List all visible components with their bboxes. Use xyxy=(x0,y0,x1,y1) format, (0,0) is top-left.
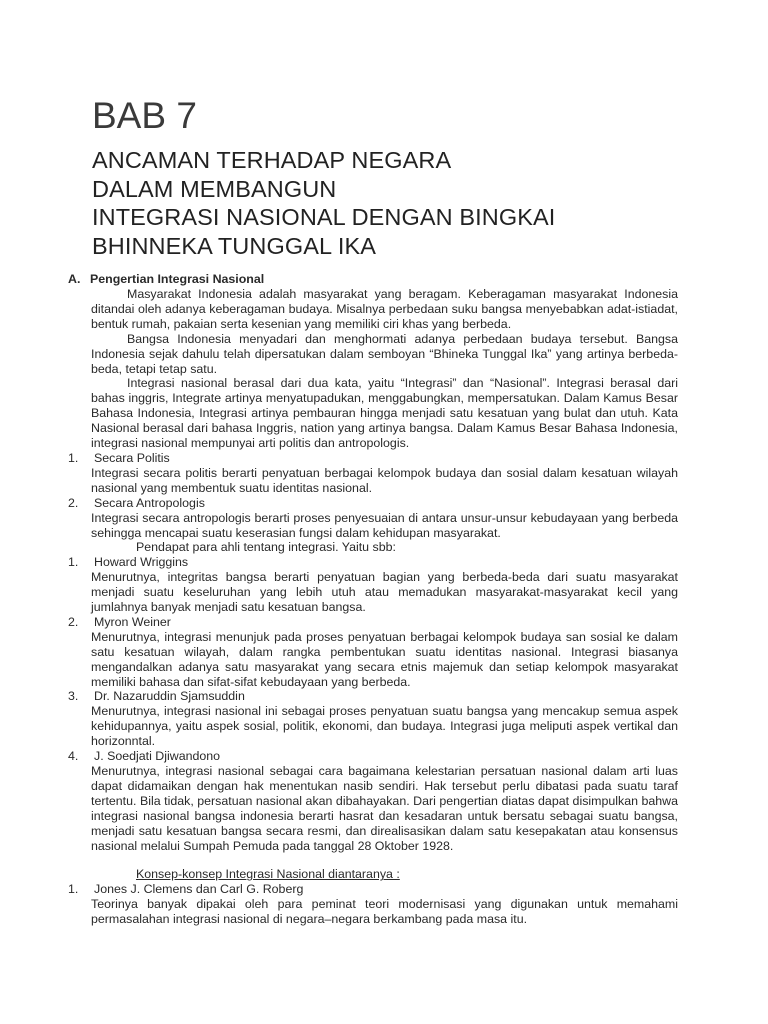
list-item-text: Menurutnya, integrasi menunjuk pada proses penyatuan berbagai kelompok budaya san sosial ke dalam satu kesatuan wilayah, dalam rangka pembentukan suatu identitas nasional. Integrasi biasanya mengandalkan adanya satu masyarakat yang secara etnis majemuk dan setiap kelompok masyarakat memiliki bahasa dan sifat-sifat kebudayaan yang berbeda. xyxy=(91,629,678,689)
list-item-text: Teorinya banyak dipakai oleh para peminat teori modernisasi yang digunakan untuk memahami permasalahan integrasi nasional di negara–negara berkambang pada masa itu. xyxy=(91,897,678,927)
list-item-text: Menurutnya, integritas bangsa berarti penyatuan bagian yang berbeda-beda dari suatu masyarakat menjadi suatu keseluruhan yang lebih utuh atau memadukan masyarakat-masyarakat kecil yang jumlahnya banyak menjadi satu kesatuan bangsa. xyxy=(91,570,678,615)
list-number: 1. xyxy=(68,555,79,570)
list-item-head xyxy=(68,615,678,630)
list-number: 2. xyxy=(68,495,79,510)
list-heading: J. Soedjati Djiwandono xyxy=(94,749,221,764)
spacer xyxy=(68,853,678,867)
intro-paragraph-2: Bangsa Indonesia menyadari dan menghormati adanya perbedaan budaya tersebut. Bangsa Indonesia sejak dahulu telah dipersatukan dalam semboyan “Bhineka Tunggal Ika” yang artinya berbeda-beda, tetapi tetap satu. xyxy=(91,331,678,376)
list-item-head xyxy=(68,882,678,897)
list-item-head xyxy=(68,496,678,511)
title-line-2: DALAM MEMBANGUN xyxy=(92,175,337,202)
section-label: A. xyxy=(68,272,81,286)
title-line-3: INTEGRASI NASIONAL DENGAN BINGKAI xyxy=(92,204,556,230)
list-heading: Dr. Nazaruddin Sjamsuddin xyxy=(94,689,245,704)
list-item-head xyxy=(68,451,678,466)
list-item-text: Integrasi secara politis berarti penyatuan berbagai kelompok budaya dan sosial dalam kesatuan wilayah nasional yang membentuk suatu identitas nasional. xyxy=(91,465,678,495)
section-title: Pengertian Integrasi Nasional xyxy=(90,272,265,286)
list-item-head xyxy=(68,555,678,570)
concepts-intro xyxy=(91,867,678,882)
list-heading: Secara Antropologis xyxy=(94,495,205,510)
list-heading: Secara Politis xyxy=(94,450,170,465)
list-heading: Jones J. Clemens dan Carl G. Roberg xyxy=(94,882,304,897)
list-number: 1. xyxy=(68,882,79,897)
list-item-text: Integrasi secara antropologis berarti proses penyesuaian di antara unsur-unsur kebudayaan yang berbeda sehingga mencapai suatu keserasian fungsi dalam kehidupan masyarakat. xyxy=(91,510,678,540)
intro-paragraph-3: Integrasi nasional berasal dari dua kata, yaitu “Integrasi” dan “Nasional”. Integrasi berasal dari bahas inggris, Integrate artinya menyatupadukan, menggabungkan, mempersatukan. Dalam Kamus Besar Bahasa Indonesia, Integrasi artinya pembauran hingga menjadi satu kesatuan yang bulat dan utuh. Kata Nasional berasal dari bahasa Inggris, nation yang artinya bangsa. Dalam Kamus Besar Bahasa Indonesia, integrasi nasional mempunyai arti politis dan antropologis. xyxy=(91,376,678,451)
title-line-4: BHINNEKA TUNGGAL IKA xyxy=(92,232,377,259)
intro-paragraph-1: Masyarakat Indonesia adalah masyarakat yang beragam. Keberagaman masyarakat Indonesia ditandai oleh adanya keberagaman budaya. Misalnya perbedaan suku bangsa menyebabkan adat-istiadat, bentuk rumah, pakaian serta kesenian yang memiliki ciri khas yang berbeda. xyxy=(91,287,678,331)
list-item-head xyxy=(68,689,678,704)
list-heading: Howard Wriggins xyxy=(94,555,189,570)
concepts-intro-text: Konsep-konsep Integrasi Nasional diantaranya : xyxy=(136,867,400,882)
title-line-1: ANCAMAN TERHADAP NEGARA xyxy=(92,147,452,173)
list-number: 4. xyxy=(68,749,79,764)
chapter-title xyxy=(68,146,678,260)
section-heading xyxy=(68,272,678,287)
list-heading: Myron Weiner xyxy=(94,614,171,629)
list-item-text: Menurutnya, integrasi nasional sebagai cara bagaimana kelestarian persatuan nasional dalam arti luas dapat didamaikan dengan hak menentukan nasib sendiri. Hak tersebut perlu dibatasi pada suatu taraf tertentu. Bila tidak, persatuan nasional akan dibahayakan. Dari pengertian diatas dapat disimpulkan bahwa integrasi nasional bangsa indonesia berarti hasrat dan kesadaran untuk bersatu sebagai suatu bangsa, menjadi satu kesatuan bangsa secara resmi, dan direalisasikan dalam satu kesepakatan atau konsensus nasional melalui Sumpah Pemuda pada tanggal 28 Oktober 1928. xyxy=(91,764,678,853)
experts-intro: Pendapat para ahli tentang integrasi. Yaitu sbb: xyxy=(136,540,396,555)
list-number: 2. xyxy=(68,614,79,629)
list-number: 3. xyxy=(68,689,79,704)
list-item-text: Menurutnya, integrasi nasional ini sebagai proses penyatuan suatu bangsa yang mencakup semua aspek kehidupannya, yaitu aspek sosial, politik, ekonomi, dan budaya. Integrasi juga meliputi aspek vertikal dan horizonntal. xyxy=(91,704,678,749)
chapter-heading: BAB 7 xyxy=(92,95,197,136)
list-number: 1. xyxy=(68,450,79,465)
list-item-head xyxy=(68,749,678,764)
document-body xyxy=(68,287,678,927)
